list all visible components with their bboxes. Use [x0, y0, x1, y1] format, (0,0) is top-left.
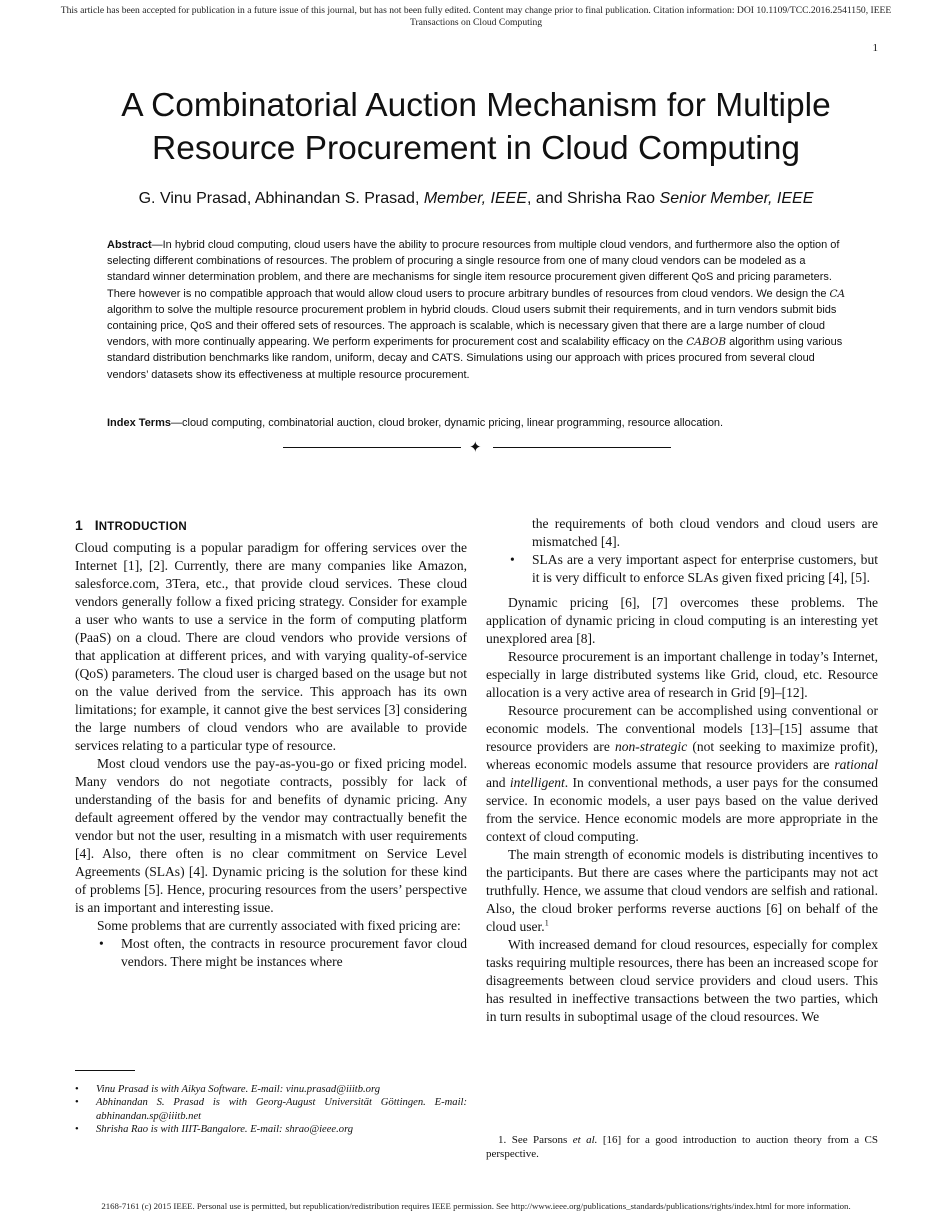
authors-part1: G. Vinu Prasad, Abhinandan S. Prasad,: [138, 190, 424, 207]
publication-notice: [20, 5, 932, 29]
copyright-notice: 2168-7161 (c) 2015 IEEE. Personal use is permitted, but republication/redistribution requires IEEE permission. See http://www.ieee.org/publications_standards/publications/rights/index.html for more information.: [101, 1201, 851, 1211]
affiliation-item: • Shrisha Rao is with IIIT-Bangalore. E-mail: shrao@ieee.org: [75, 1123, 467, 1136]
authors-member1: Member, IEEE: [423, 190, 527, 207]
author-affiliations: [75, 1083, 467, 1137]
p6-emphasis-intelligent: intelligent: [509, 775, 565, 790]
title-line1: A Combinatorial Auction Mechanism for Multiple: [121, 87, 831, 124]
page-number: 1: [872, 42, 878, 54]
footnote-text-b: [16] for a good introduction to auction theory from a CS perspective.: [486, 1134, 879, 1160]
paragraph-3: Some problems that are currently associated with fixed pricing are:: [97, 918, 461, 933]
footnote: [486, 1133, 878, 1161]
list-item-2: • SLAs are a very important aspect for enterprise customers, but it is very difficult to enforce SLAs given fixed pricing [4], [5].: [486, 551, 878, 587]
authors-member2: Senior Member, IEEE: [659, 190, 814, 207]
list-item-1-continued: the requirements of both cloud vendors and cloud users are mismatched [4].: [532, 516, 878, 549]
section-divider: [283, 438, 671, 456]
paragraph-1: Cloud computing is a popular paradigm for offering services over the Internet [1], [2]. Currently, there are many companies like Amazon, salesforce.com, 3Tera, etc., that provide cloud services. These cloud vendors generally follow a fixed pricing strategy. Consider for example a user who wants to use a service in the form of computing platform (PaaS) on a cloud. There are cloud vendors who provide versions of that application at different prices, and with varying quality-of-service (QoS) parameters. The cloud user is charged based on the usage but not on the value derived from the service. This approach has its own limitations; for example, it cannot give the best services [3] considering the large numbers of cloud vendors who are available to provide services relating to a particular type of resource.: [75, 540, 467, 753]
publication-notice-line1: This article has been accepted for publication in a future issue of this journal, but has not been fully edited. Content may change prior to final publication. Citation information: DOI 10.1109/TCC.2016.2541150, IEEE: [60, 5, 892, 16]
footnote-emphasis: et al.: [572, 1134, 598, 1146]
p6-text-c: and: [486, 775, 510, 790]
abstract-label: Abstract: [107, 239, 152, 251]
footnote-text-a: 1. See Parsons: [498, 1134, 573, 1146]
abstract-text3: algorithm using various standard distribution benchmarks like random, uniform, decay and CATS. Simulations using our approach with prices procured from several cloud vendors’ datasets show its effectiveness at multiple resource procurement.: [107, 336, 843, 381]
p6-emphasis-rational: rational: [834, 757, 878, 772]
authors-part2: , and Shrisha Rao: [527, 190, 660, 207]
p6-text-a: Resource procurement can be accomplished using conventional or economic models. The conventional models [13]–[15] assume that resource providers are: [486, 703, 878, 754]
index-terms: [107, 415, 847, 431]
paragraph-5: Resource procurement is an important challenge in today’s Internet, especially in large distributed systems like Grid, cloud, etc. Resource allocation is a very active area of research in Grid [9]–[12].: [486, 649, 878, 700]
divider-line-right: [493, 447, 671, 448]
footnote-marker: 1: [544, 918, 549, 928]
right-column: [486, 515, 878, 1026]
paragraph-4: Dynamic pricing [6], [7] overcomes these problems. The application of dynamic pricing in cloud computing is an interesting yet unexplored area [8].: [486, 595, 878, 646]
p6-text-d: . In conventional methods, a user pays for the consumed service. In economic models, a user pays based on the value derived from the service. Hence economic models are more appropriate in the context of cloud computing.: [486, 775, 878, 844]
section-heading: [75, 515, 467, 537]
paragraph-6: [486, 702, 878, 846]
p6-text-b: (not seeking to maximize profit), whereas economic models assume that resource providers are: [486, 739, 878, 772]
algorithm-name-ca: CA: [829, 287, 846, 300]
affiliation-item: • Abhinandan S. Prasad is with Georg-August Universität Göttingen. E-mail: abhinandan.sp@iiitb.net: [75, 1096, 467, 1123]
algorithm-name-cabob: CABOB: [686, 336, 727, 349]
problem-list-continued: [486, 551, 878, 587]
paragraph-7: [486, 846, 878, 936]
divider-line-left: [283, 447, 461, 448]
p7-text: The main strength of economic models is distributing incentives to the participants. But there are cases where the participants may not act truthfully. Hence, we assume that cloud vendors are selfish and rational. Also, the cloud broker performs reverse auctions [6] on behalf of the cloud user.: [486, 847, 878, 934]
list-item-1-start: • Most often, the contracts in resource procurement favor cloud vendors. There might be instances where: [75, 935, 467, 971]
section-title-initial: I: [94, 517, 99, 533]
abstract-text2: algorithm to solve the multiple resource procurement problem in hybrid clouds. Cloud users submit their requirements, and in turn vendors submit bids containing price, QoS and their offered sets of resources. The approach is scalable, which is necessary given that there are a large number of cloud vendors, with more continually appearing. We perform experiments for procurement cost and scalability efficacy on the: [107, 303, 837, 349]
footnote-rule: [75, 1070, 135, 1071]
problem-list: [75, 935, 467, 971]
author-list: [20, 189, 932, 209]
diamond-star-icon: ✦: [469, 438, 482, 456]
title-line2: Resource Procurement in Cloud Computing: [152, 130, 800, 167]
index-terms-label: Index Terms: [107, 417, 171, 429]
index-terms-text: —cloud computing, combinatorial auction, cloud broker, dynamic pricing, linear programming, resource allocation.: [171, 417, 724, 429]
abstract-text1: —In hybrid cloud computing, cloud users have the ability to procure resources from multiple cloud vendors, and furthermore also the option of selecting different combinations of resources. The problem of procuring a single resource from one of many cloud vendors can be modeled as a standard winner determination problem, and there are mechanisms for single item resource procurement given different QoS and pricing parameters. There however is no compatible approach that would allow cloud users to procure arbitrary bundles of resources from cloud vendors. We design the: [107, 239, 840, 300]
affiliation-item: • Vinu Prasad is with Aikya Software. E-mail: vinu.prasad@iiitb.org: [75, 1083, 467, 1096]
paper-title: [40, 84, 912, 170]
abstract: [107, 237, 847, 383]
p6-emphasis-nonstrategic: non-strategic: [614, 739, 688, 754]
paragraph-2: Most cloud vendors use the pay-as-you-go or fixed pricing model. Many vendors do not negotiate contracts, possibly for lack of understanding of the basis for and benefits of dynamic pricing. Any default agreement offered by the vendor may contractually benefit the vendor but not the user, resulting in a mismatch with user requirements [4]. Also, there often is no clear commitment on Service Level Agreements (SLAs) [4]. Dynamic pricing is the solution for these kind of problems [5]. Hence, procuring resources from the users’ perspective is an important and interesting issue.: [75, 756, 467, 915]
paragraph-8: With increased demand for cloud resources, especially for complex tasks requiring multiple resources, there has been an increased scope for disagreements between cloud service providers and cloud users. This has resulted in ineffective transactions between the two parties, which in turn results in suboptimal usage of the cloud resources. We: [486, 937, 878, 1024]
section-title-rest: NTRODUCTION: [98, 521, 187, 533]
publication-notice-line2: Transactions on Cloud Computing: [409, 17, 543, 28]
section-number: 1: [75, 517, 83, 533]
left-column: [75, 515, 467, 971]
